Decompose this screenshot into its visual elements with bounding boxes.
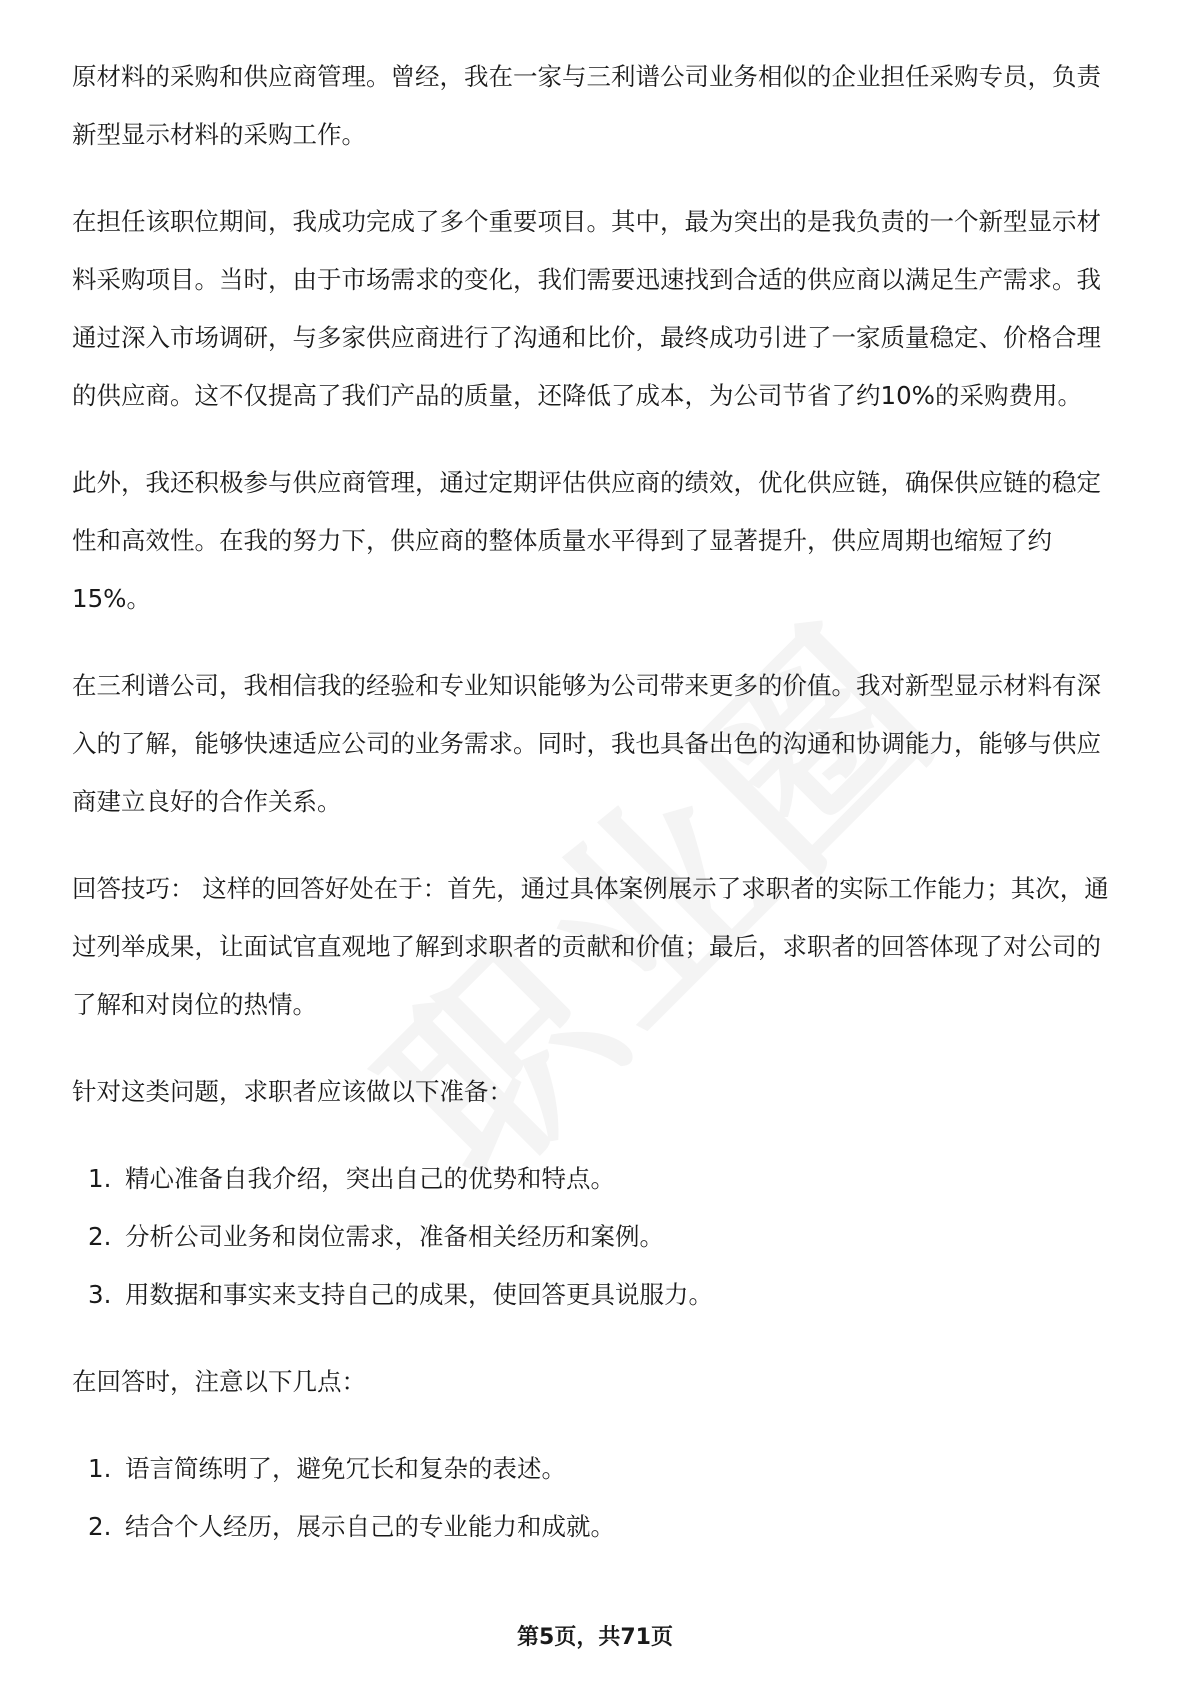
paragraph-supplier-management: 此外，我还积极参与供应商管理，通过定期评估供应商的绩效，优化供应链，确保供应链的稳定性和高效性。在我的努力下，供应商的整体质量水平得到了显著提升，供应周期也缩短了约15%。 xyxy=(72,468,1101,613)
list-item-text: 结合个人经历，展示自己的专业能力和成就。 xyxy=(125,1512,615,1541)
list-item xyxy=(72,1266,1122,1324)
list-item-number: 3. xyxy=(88,1280,112,1309)
list-item-number: 2. xyxy=(88,1222,112,1251)
paragraph-project: 在担任该职位期间，我成功完成了多个重要项目。其中，最为突出的是我负责的一个新型显示材料采购项目。当时，由于市场需求的变化，我们需要迅速找到合适的供应商以满足生产需求。我通过深入市场调研，与多家供应商进行了沟通和比价，最终成功引进了一家质量稳定、价格合理的供应商。这不仅提高了我们产品的质量，还降低了成本，为公司节省了约10%的采购费用。 xyxy=(72,207,1101,410)
list-item-text: 精心准备自我介绍，突出自己的优势和特点。 xyxy=(125,1164,615,1193)
list-item xyxy=(72,1208,1122,1266)
document-body xyxy=(72,48,1122,1585)
prep-list xyxy=(72,1150,1122,1324)
list-item xyxy=(72,1498,1122,1556)
paragraph-answer-tips: 回答技巧： 这样的回答好处在于：首先，通过具体案例展示了求职者的实际工作能力；其次，通过列举成果，让面试官直观地了解到求职者的贡献和价值；最后，求职者的回答体现了对公司的了解和对岗位的热情。 xyxy=(72,874,1109,1019)
page-footer xyxy=(0,1620,1190,1651)
notes-list xyxy=(72,1440,1122,1556)
list-item-number: 2. xyxy=(88,1512,112,1541)
list-item-text: 语言简练明了，避免冗长和复杂的表述。 xyxy=(125,1454,566,1483)
list-item-text: 分析公司业务和岗位需求，准备相关经历和案例。 xyxy=(125,1222,664,1251)
list-item xyxy=(72,1150,1122,1208)
page-number: 第5页，共71页 xyxy=(517,1625,673,1650)
list-item-number: 1. xyxy=(88,1164,112,1193)
list-item-number: 1. xyxy=(88,1454,112,1483)
list-item-text: 用数据和事实来支持自己的成果，使回答更具说服力。 xyxy=(125,1280,713,1309)
paragraph-notes-heading: 在回答时，注意以下几点： xyxy=(72,1367,366,1396)
paragraph-intro: 原材料的采购和供应商管理。曾经，我在一家与三利谱公司业务相似的企业担任采购专员，负责新型显示材料的采购工作。 xyxy=(72,62,1101,149)
paragraph-prep-heading: 针对这类问题，求职者应该做以下准备： xyxy=(72,1077,513,1106)
list-item xyxy=(72,1440,1122,1498)
paragraph-company-value: 在三利谱公司，我相信我的经验和专业知识能够为公司带来更多的价值。我对新型显示材料有深入的了解，能够快速适应公司的业务需求。同时，我也具备出色的沟通和协调能力，能够与供应商建立良好的合作关系。 xyxy=(72,671,1101,816)
